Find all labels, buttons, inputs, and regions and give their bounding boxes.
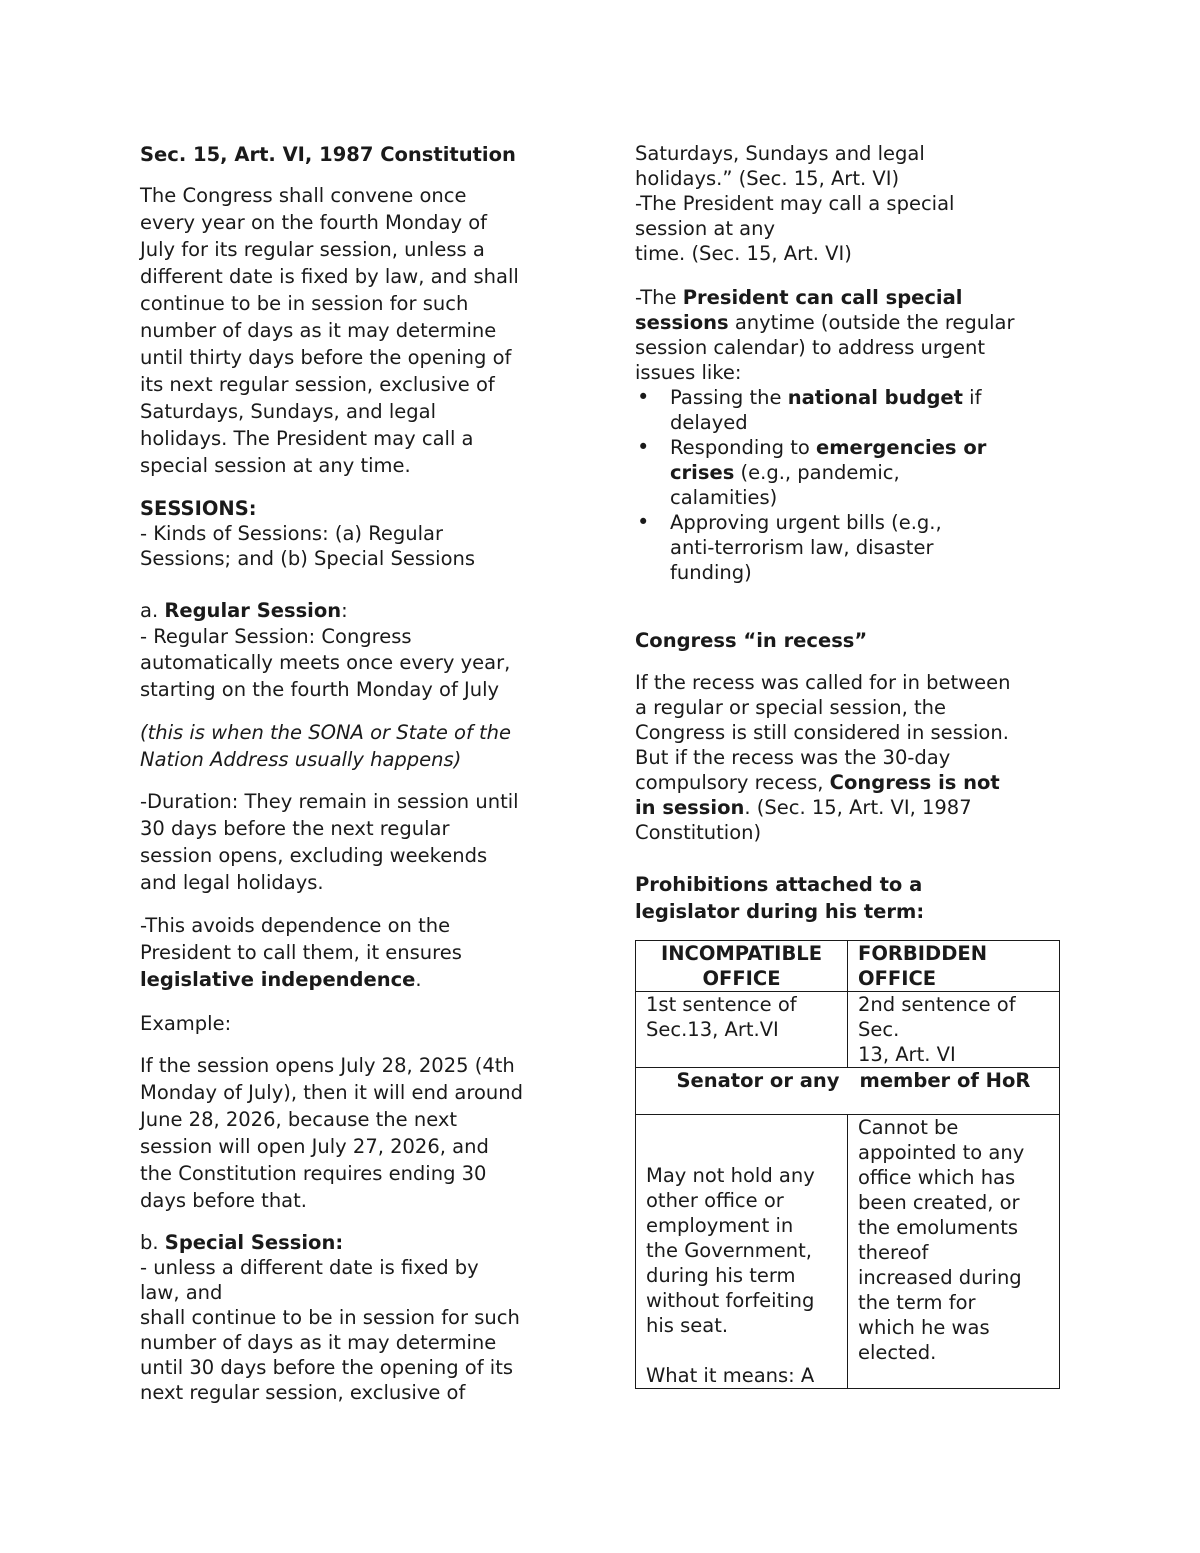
text-line: number of days as it may determine [140,1331,497,1354]
list-item [600,385,1065,435]
sona-note [140,719,570,773]
text-line: different date is fixed by law, and shall [140,265,519,288]
text-line [635,795,1065,820]
prohibitions-heading [635,871,1065,925]
text-line: • Approving urgent bills (e.g., [670,511,942,534]
table-row [636,992,1060,1068]
text-line: delayed [670,411,748,434]
bold-span: national budget [787,386,963,409]
text-line: Constitution) [635,821,762,844]
text-line: July for its regular session, unless a [140,238,485,261]
text-line: thereof [858,1241,929,1264]
text-line: starting on the fourth Monday of July [140,678,500,701]
table-row [636,941,1060,992]
sessions-heading: SESSIONS: [140,497,257,520]
text-line: - Kinds of Sessions: (a) Regular [140,522,444,545]
regular-session-title: Regular Session [164,599,342,622]
text-line: number of days as it may determine [140,319,497,342]
text-line: office which has [858,1166,1016,1189]
text-line: issues like: [635,361,742,384]
text-line: a regular or special session, the [635,696,947,719]
text-line: funding) [670,561,752,584]
text-line: employment in [646,1214,794,1237]
recess-heading: Congress “in recess” [635,629,868,652]
duration-paragraph [140,788,570,896]
text-span: Passing the [670,386,788,409]
spacer [646,1338,837,1363]
text-line: - unless a different date is fixed by [140,1256,479,1279]
heading-prefix: a. [140,599,165,622]
text-line: - Regular Session: Congress [140,625,412,648]
text-line: and legal holidays. [140,871,324,894]
text-line: INCOMPATIBLE [660,942,823,965]
bold-span: Congress is not [829,771,1000,794]
text-line: the emoluments [858,1216,1019,1239]
text-span: Responding to [670,436,817,459]
text-line: Cannot be [858,1116,959,1139]
text-line: law, and [140,1281,223,1304]
text-line: holidays. The President may call a [140,427,474,450]
text-line: during his term [646,1264,796,1287]
text-line: days before that. [140,1189,307,1212]
president-paragraph [635,285,1065,585]
text-line: Monday of July), then it will end around [140,1081,523,1104]
regular-session-heading [140,597,570,624]
text-line: the term for [858,1291,976,1314]
text-line: continue to be in session for such [140,292,469,315]
text-line: calamities) [670,486,778,509]
regular-session-block [140,597,570,703]
text-span: if [962,386,982,409]
text-line: Sec.13, Art.VI [646,1018,779,1041]
continued-paragraph [635,141,1065,266]
sessions-block [140,496,570,571]
text-line: Congress is still considered in session. [635,721,1009,744]
text-line: 30 days before the next regular [140,817,450,840]
text-line: 2nd sentence of [858,993,1016,1016]
table-cell [848,992,1060,1068]
recess-paragraph [635,670,1065,845]
text-line: What it means: A [646,1364,815,1387]
punct: . [415,968,422,991]
text-line: every year on the fourth Monday of [140,211,488,234]
bold-span: sessions [635,311,729,334]
list-item [600,510,1065,585]
bold-span: member of HoR [859,1069,1031,1092]
special-session-title: Special Session: [164,1231,344,1254]
text-line: Saturdays, Sundays, and legal [140,400,436,423]
text-line: (this is when the SONA or State of the [140,721,512,744]
prohibitions-table [635,940,1060,1389]
text-span: . (Sec. 15, Art. VI, 1987 [744,796,972,819]
text-line: increased during [858,1266,1022,1289]
text-line: Sec. [858,1018,900,1041]
header-forbidden-office [848,941,1060,992]
text-line: legislator during his term: [635,900,925,923]
bold-span: President can call special [682,286,963,309]
text-line: Sessions; and (b) Special Sessions [140,547,476,570]
heading-prefix: b. [140,1231,165,1254]
text-line: elected. [858,1341,937,1364]
text-line: shall continue to be in session for such [140,1306,520,1329]
table-cell [636,1068,848,1115]
text-line: session will open July 27, 2026, and [140,1135,489,1158]
text-line: which he was [858,1316,990,1339]
text-line: been created, or [858,1191,1020,1214]
text-line [140,966,570,993]
text-line: without forfeiting [646,1289,815,1312]
text-line: May not hold any [646,1164,815,1187]
text-line: If the session opens July 28, 2025 (4th [140,1054,515,1077]
text-line: Prohibitions attached to a [635,873,923,896]
text-line: appointed to any [858,1141,1025,1164]
table-row [636,1068,1060,1115]
text-line: Nation Address usually happens) [140,748,462,771]
text-span: anytime (outside the regular [728,311,1015,334]
text-line: session at any [635,217,776,240]
text-line [635,285,1065,310]
text-line: anti-terrorism law, disaster [670,536,934,559]
text-line: automatically meets once every year, [140,651,511,674]
text-line: If the recess was called for in between [635,671,1011,694]
section-title: Sec. 15, Art. VI, 1987 Constitution [140,143,516,166]
text-line: next regular session, exclusive of [140,1381,466,1404]
intro-paragraph [140,182,570,479]
text-line [635,310,1065,335]
bold-span: emergencies or [816,436,987,459]
text-line: the Government, [646,1239,813,1262]
text-line: special session at any time. [140,454,411,477]
bullet-list [635,385,1065,585]
text-line: time. (Sec. 15, Art. VI) [635,242,852,265]
independence-paragraph [140,912,570,993]
text-span: (e.g., pandemic, [734,461,900,484]
table-cell [848,1115,1060,1389]
text-line: FORBIDDEN [858,942,988,965]
text-span: compulsory recess, [635,771,830,794]
table-row [636,1115,1060,1389]
text-line: 1st sentence of [646,993,797,1016]
text-line: other office or [646,1189,784,1212]
text-line: June 28, 2026, because the next [140,1108,458,1131]
bold-span: in session [635,796,745,819]
text-line: 13, Art. VI [858,1043,956,1066]
table-cell [636,992,848,1068]
special-session-heading [140,1230,570,1255]
text-line: -Duration: They remain in session until [140,790,519,813]
text-line: OFFICE [858,967,937,990]
bold-span: Senator or any [676,1069,840,1092]
example-paragraph [140,1052,570,1214]
text-line: session calendar) to address urgent [635,336,985,359]
text-line: his seat. [646,1314,729,1337]
table-cell [848,1068,1060,1115]
text-line: session opens, excluding weekends [140,844,488,867]
legislative-independence: legislative independence [140,968,416,991]
text-line: But if the recess was the 30-day [635,746,951,769]
list-item [600,435,1065,510]
text-line: until thirty days before the opening of [140,346,512,369]
text-span: -The [635,286,683,309]
table-cell [636,1115,848,1389]
text-line: President to call them, it ensures [140,941,462,964]
spacer [646,1115,837,1163]
text-line: -The President may call a special [635,192,955,215]
text-line: its next regular session, exclusive of [140,373,495,396]
bold-span: crises [670,461,735,484]
heading-colon: : [341,599,348,622]
text-line: until 30 days before the opening of its [140,1356,514,1379]
text-line: The Congress shall convene once [140,184,467,207]
text-line [635,770,1065,795]
header-incompatible-office [636,941,848,992]
text-line: the Constitution requires ending 30 [140,1162,487,1185]
text-line: -This avoids dependence on the [140,914,451,937]
text-line: holidays.” (Sec. 15, Art. VI) [635,167,900,190]
text-line: OFFICE [702,967,781,990]
example-label: Example: [140,1012,232,1035]
special-session-block [140,1230,570,1405]
text-line: Saturdays, Sundays and legal [635,142,925,165]
